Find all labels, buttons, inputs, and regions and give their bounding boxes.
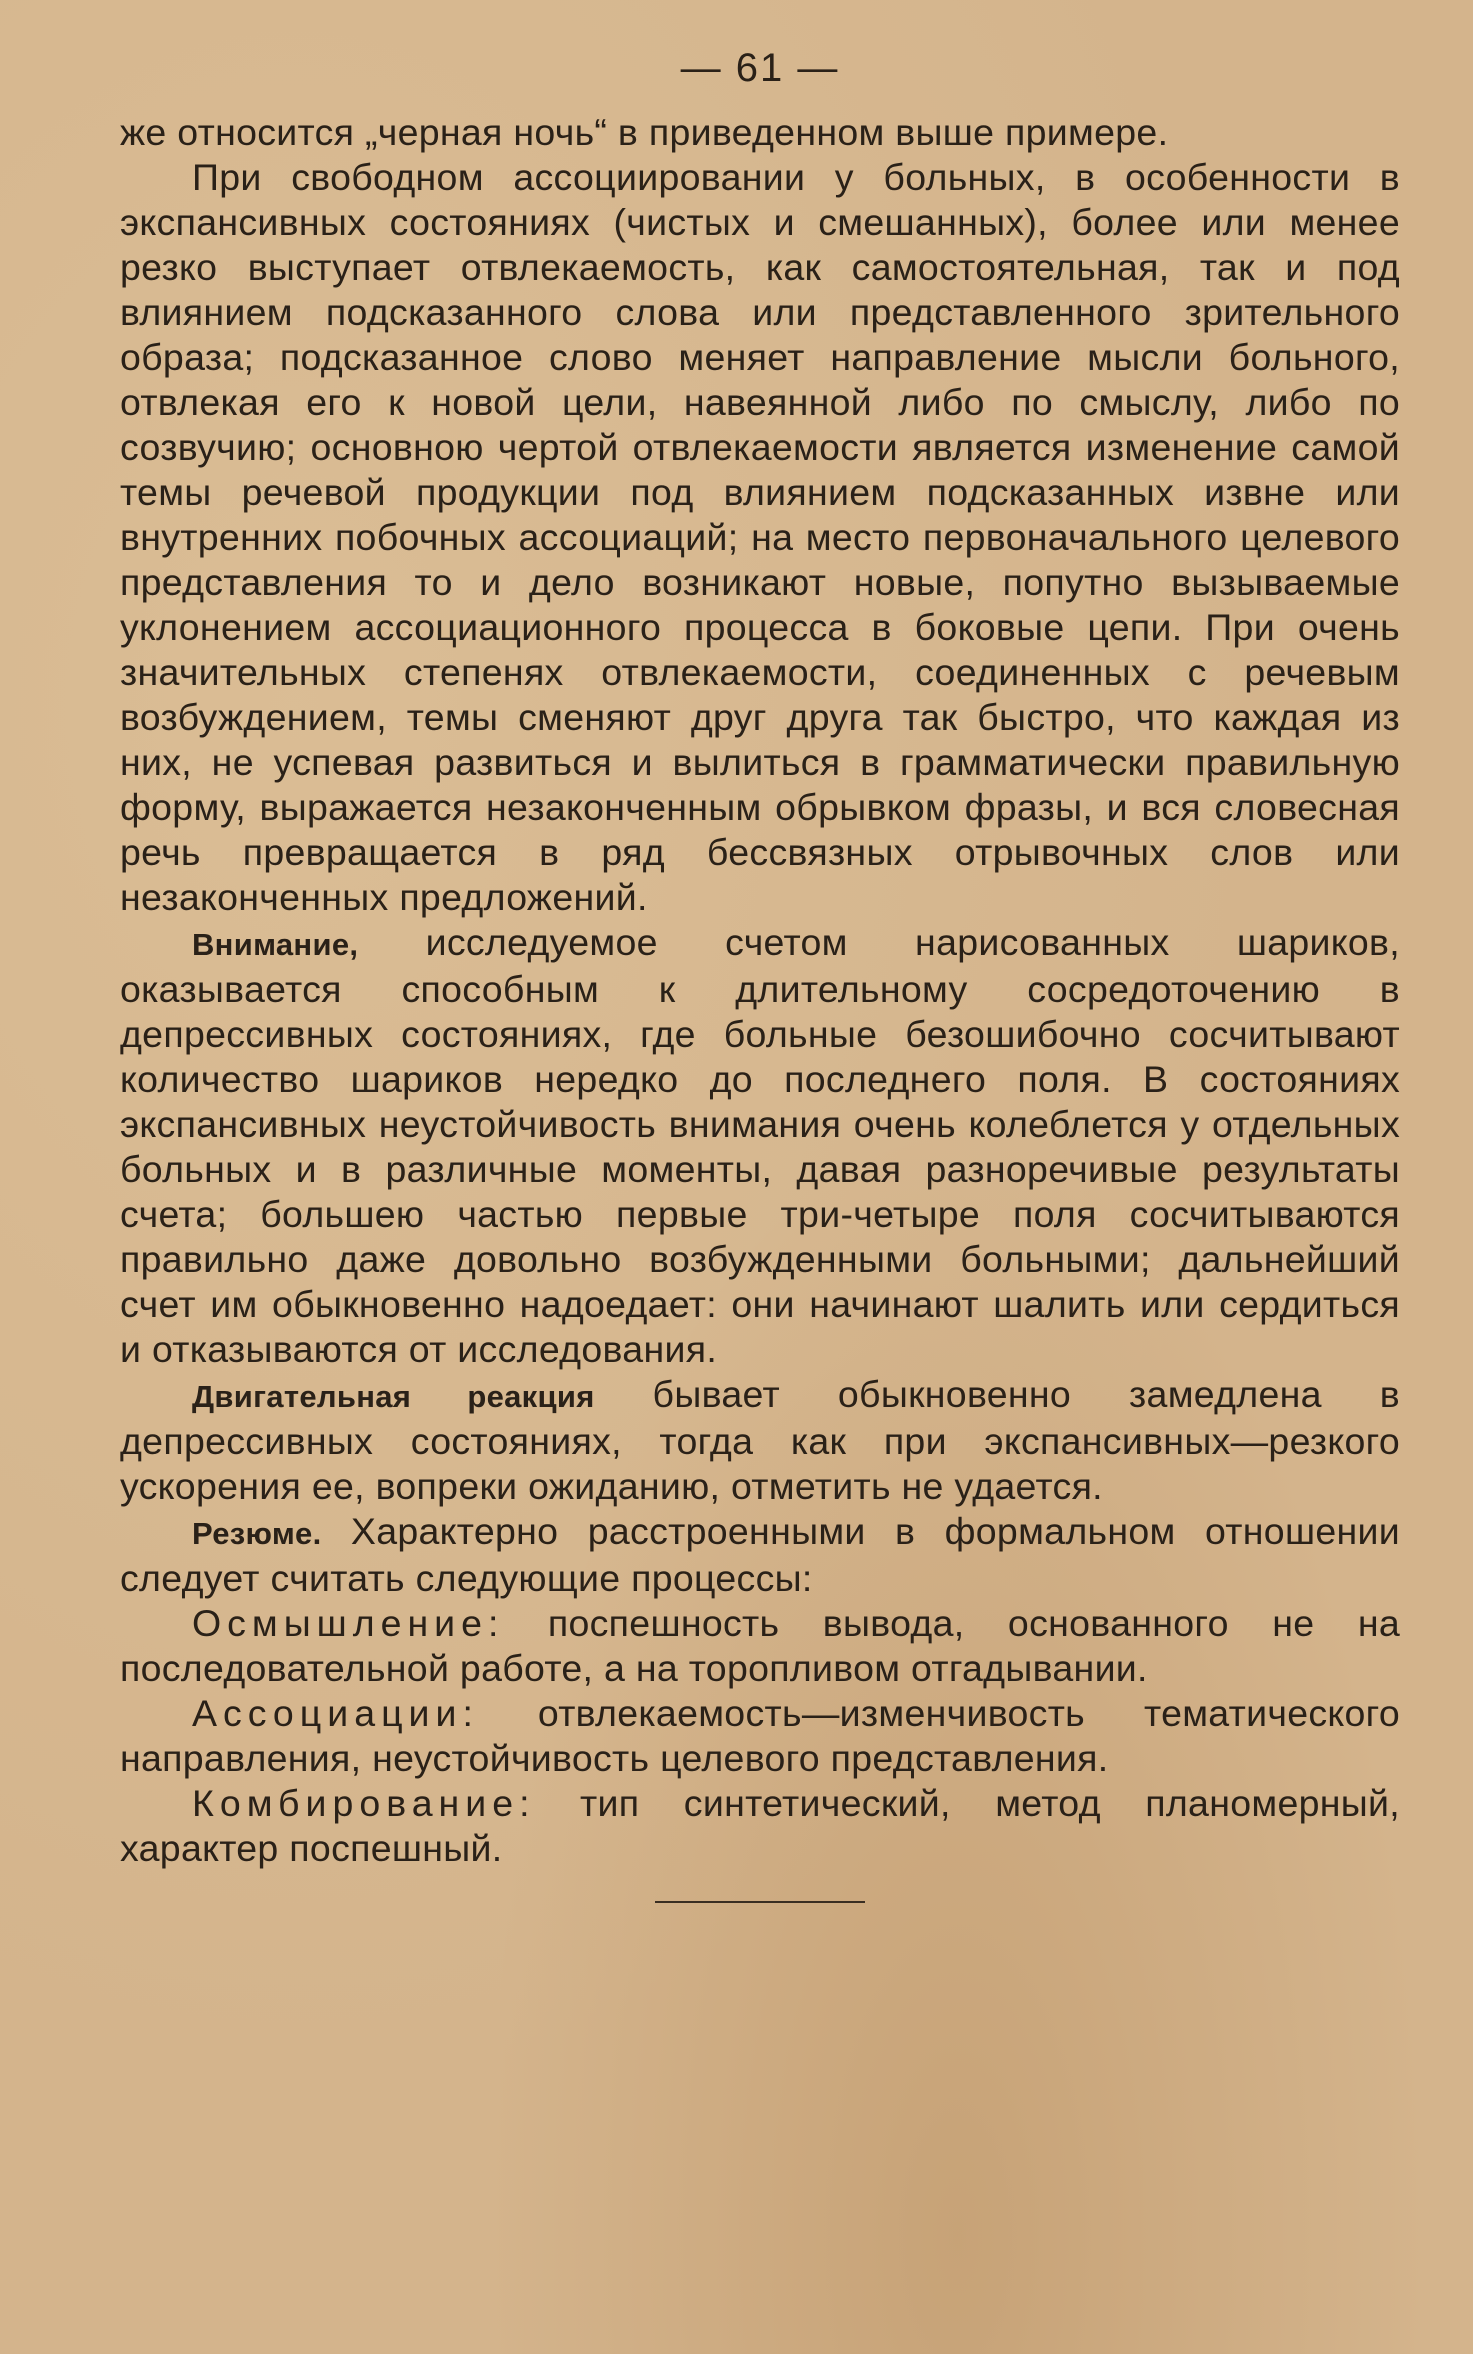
paragraph-text: бывает обыкновенно замедлена в депрессивных состояниях, тогда как при экспансивных—резкого ускорения ее, вопреки ожиданию, отметить не удается. bbox=[120, 1373, 1400, 1507]
paragraph-associations bbox=[120, 155, 1400, 920]
paragraph-text: При свободном ассоциировании у больных, в особенности в экспансивных состояниях (чистых и смешанных), более или менее резко выступает отвлекаемость, как самостоятельная, так и под влиянием подсказанного слова или представленного зрительного образа; подсказанное слово меняет направление мысли больного, отвлекая его к новой цели, навеянной либо по смыслу, либо по созвучию; основною чертой отвлекаемости является изменение самой темы речевой продукции под влиянием подсказанных извне или внутренних побочных ассоциаций; на место первоначального целевого представления то и дело возникают новые, попутно вызываемые уклонением ассоциационного процесса в боковые цепи. При очень значительных степенях отвлекаемости, соединенных с речевым возбуждением, темы сменяют друг друга так быстро, что каждая из них, не успевая развиться и вылиться в грамматически правильную форму, выражается незаконченным обрывком фразы, и вся словесная речь превращается в ряд бессвязных отрывочных слов или незаконченных предложений. bbox=[120, 156, 1400, 918]
page-number: — 61 — bbox=[680, 46, 840, 90]
paragraph-term: Внимание, bbox=[192, 927, 359, 962]
paragraph-text: поспешность вывода, основанного не на последовательной работе, а на торопливом отгадывании. bbox=[120, 1602, 1400, 1689]
paragraph-text: исследуемое счетом нарисованных шариков, оказывается способным к длительному сосредоточению в депрессивных состояниях, где больные безошибочно сосчитывают количество шариков нередко до последнего поля. В состояниях экспансивных неустойчивость внимания очень колеблется у отдельных больных и в различные моменты, давая разноречивые результаты счета; большею частью первые три-четыре поля сосчитываются правильно даже довольно возбужденными больными; дальнейший счет им обыкновенно надоедает: они начинают шалить или сердиться и отказываются от исследования. bbox=[120, 921, 1400, 1370]
paragraph-text: Характерно расстроенными в формальном отношении следует считать следующие процессы: bbox=[120, 1510, 1400, 1599]
paragraph-text: же относится „черная ночь“ в приведенном выше примере. bbox=[120, 111, 1169, 153]
section-divider bbox=[655, 1901, 865, 1903]
paragraph-attention bbox=[120, 920, 1400, 1372]
paragraph-summary bbox=[120, 1509, 1400, 1601]
paragraph-comprehension bbox=[120, 1601, 1400, 1691]
book-page bbox=[120, 40, 1400, 1903]
paragraph-term: Резюме. bbox=[192, 1516, 322, 1551]
paragraph-text: тип синтетический, метод планомерный, характер поспешный. bbox=[120, 1782, 1400, 1869]
paragraph-combining bbox=[120, 1781, 1400, 1871]
paragraph-motor-reaction bbox=[120, 1372, 1400, 1509]
paragraph-association-summary bbox=[120, 1691, 1400, 1781]
paragraph-term: Двигательная реакция bbox=[192, 1379, 595, 1414]
paragraph-continuation bbox=[120, 110, 1400, 155]
paragraph-spaced-term: Ассоциации: bbox=[192, 1692, 479, 1734]
paragraph-spaced-term: Комбирование: bbox=[192, 1782, 536, 1824]
paragraph-spaced-term: Осмышление: bbox=[192, 1602, 505, 1644]
paragraph-text: отвлекаемость—изменчивость тематического направления, неустойчивость целевого представления. bbox=[120, 1692, 1400, 1779]
